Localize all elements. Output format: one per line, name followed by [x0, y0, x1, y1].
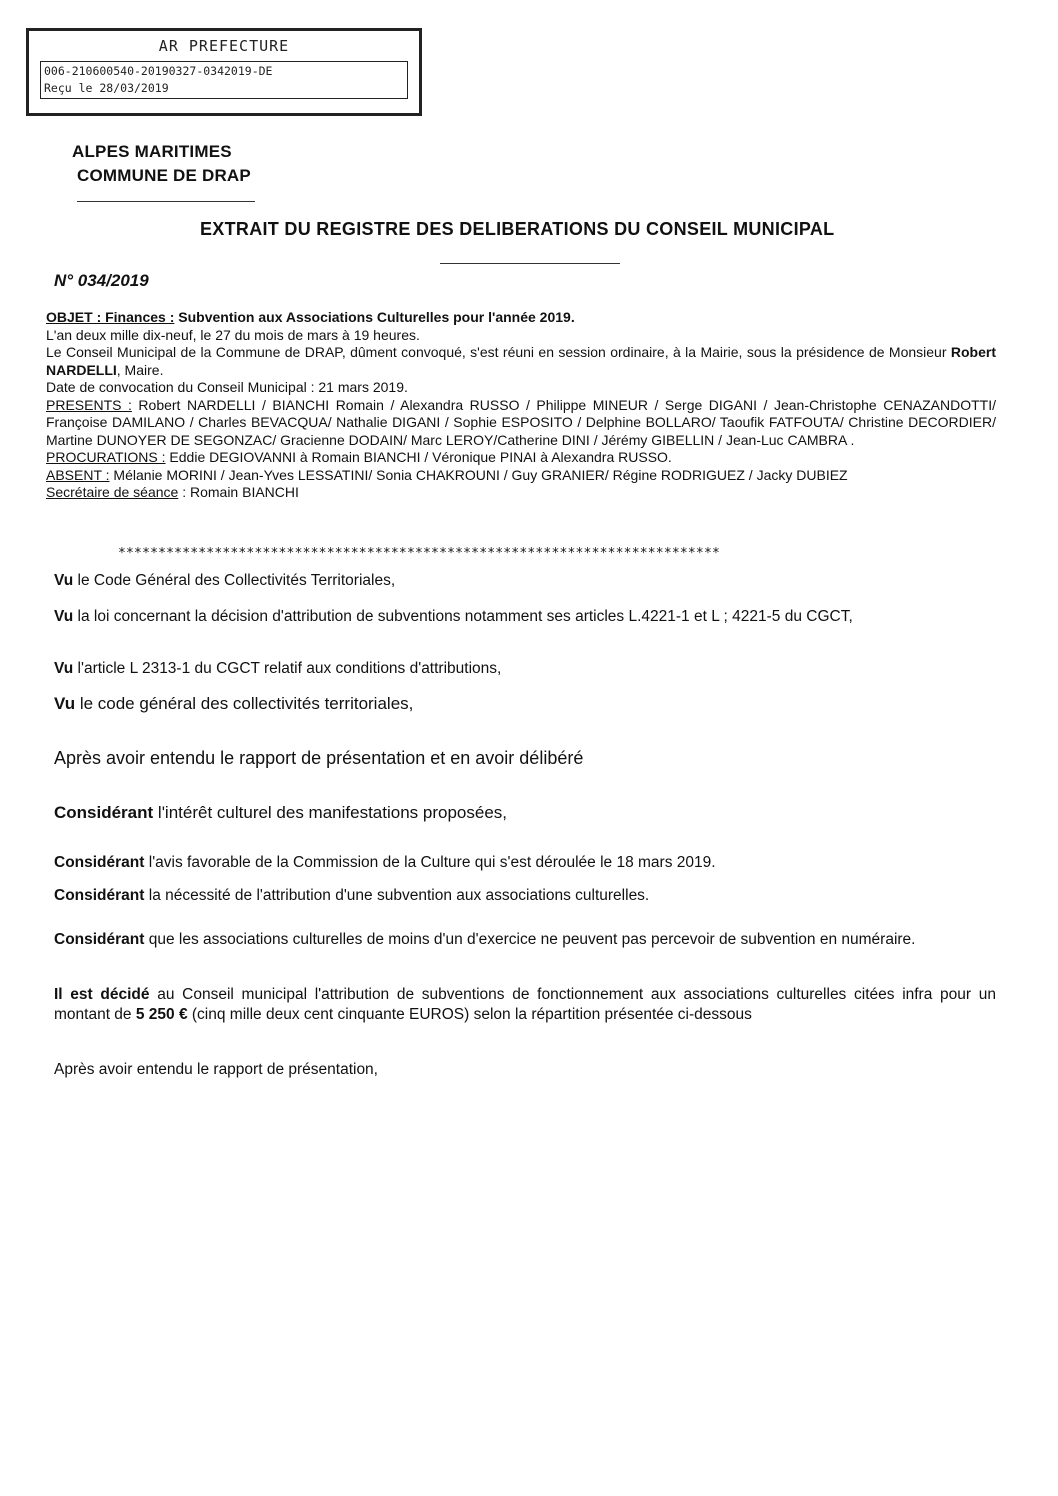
presents-list: [46, 397, 996, 450]
convocation-date: Date de convocation du Conseil Municipal : 21 mars 2019.: [46, 379, 408, 395]
procurations-names: Eddie DEGIOVANNI à Romain BIANCHI / Véronique PINAI à Alexandra RUSSO.: [165, 449, 672, 465]
title-rule: [440, 263, 620, 264]
session-text: Le Conseil Municipal de la Commune de DRAP, dûment convoqué, s'est réuni en session ordinaire, à la Mairie, sous la présidence de Monsieur: [46, 344, 951, 360]
considerant-line-3: [54, 886, 996, 906]
subsidy-amount: 5 250 €: [135, 1006, 188, 1023]
mayor-name: Robert NARDELLI: [46, 344, 996, 378]
decision-text: au Conseil municipal l'attribution de subventions de fonctionnement aux associations culturelles citées infra pour un montant de: [54, 986, 997, 1023]
stamp-reference-box: [40, 61, 408, 99]
vu-keyword: Vu: [54, 608, 74, 625]
vu-line-3: [54, 659, 996, 679]
considerant-text: que les associations culturelles de moins d'un d'exercice ne peuvent pas percevoir de subvention en numéraire.: [144, 931, 916, 948]
vu-text: le Code Général des Collectivités Territoriales,: [73, 572, 396, 589]
closing-statement: Après avoir entendu le rapport de présentation,: [54, 1061, 378, 1078]
vu-line-4: [54, 693, 996, 715]
mayor-title: , Maire.: [116, 361, 164, 378]
objet-text: Subvention aux Associations Culturelles pour l'année 2019.: [174, 309, 575, 325]
vu-text: la loi concernant la décision d'attribution de subventions notamment ses articles L.4221-1 et L ; 4221-5 du CGCT,: [73, 608, 853, 625]
secretary-label: Secrétaire de séance: [46, 484, 179, 500]
absent-label: ABSENT :: [46, 466, 110, 483]
stamp-reference: 006-210600540-20190327-0342019-DE: [44, 64, 273, 78]
considerant-keyword: Considérant: [54, 803, 154, 822]
presents-label: PRESENTS :: [46, 396, 132, 413]
stamp-received-date: Reçu le 28/03/2019: [44, 81, 169, 95]
considerant-keyword: Considérant: [54, 854, 145, 871]
considerant-text: l'avis favorable de la Commission de la Culture qui s'est déroulée le 18 mars 2019.: [144, 854, 716, 871]
separator-line: ***************************************************************************: [118, 546, 720, 561]
commune-name: COMMUNE DE DRAP: [77, 166, 251, 185]
considerant-line-1: [54, 802, 996, 824]
secretary-line: [46, 484, 996, 502]
considerant-line-4: [54, 930, 996, 950]
prefecture-stamp: [26, 28, 422, 116]
secretary-name: : Romain BIANCHI: [178, 484, 299, 500]
procurations-label: PROCURATIONS :: [46, 449, 166, 465]
considerant-keyword: Considérant: [54, 887, 145, 904]
absent-list: [46, 467, 996, 485]
considerant-keyword: Considérant: [54, 931, 145, 948]
decision-paragraph: [54, 985, 996, 1025]
decision-text-end: (cinq mille deux cent cinquante EUROS) selon la répartition présentée ci-dessous: [187, 1006, 752, 1023]
procurations-list: [46, 449, 996, 467]
considerant-line-2: [54, 853, 996, 873]
document-title: EXTRAIT DU REGISTRE DES DELIBERATIONS DU CONSEIL MUNICIPAL: [200, 219, 835, 239]
vu-keyword: Vu: [54, 660, 74, 677]
absent-names: Mélanie MORINI / Jean-Yves LESSATINI/ Sonia CHAKROUNI / Guy GRANIER/ Régine RODRIGUEZ / Jacky DUBIEZ: [109, 466, 848, 483]
vu-keyword: Vu: [54, 694, 76, 713]
header-rule: [77, 201, 255, 202]
objet-label: OBJET : Finances :: [46, 309, 175, 325]
considerant-text: la nécessité de l'attribution d'une subvention aux associations culturelles.: [144, 887, 650, 904]
objet-line: [46, 309, 996, 327]
vu-text: l'article L 2313-1 du CGCT relatif aux conditions d'attributions,: [73, 660, 502, 677]
session-convocation-text: [46, 344, 996, 379]
deliberation-number: N° 034/2019: [54, 271, 149, 290]
department-name: ALPES MARITIMES: [72, 142, 232, 161]
vu-line-2: [54, 607, 996, 627]
vu-text: le code général des collectivités territoriales,: [75, 694, 414, 713]
session-date: L'an deux mille dix-neuf, le 27 du mois de mars à 19 heures.: [46, 326, 420, 343]
stamp-title: AR PREFECTURE: [158, 37, 290, 55]
after-report-statement: Après avoir entendu le rapport de présentation et en avoir délibéré: [54, 748, 584, 768]
presents-names: Robert NARDELLI / BIANCHI Romain / Alexandra RUSSO / Philippe MINEUR / Serge DIGANI / Jean-Christophe CENAZANDOTTI/ Françoise DAMILANO / Charles BEVACQUA/ Nathalie DIGANI / Sophie ESPOSITO / Delphine BOLLARO/ Taoufik FATFOUTA/ Christine DECORDIER/ Martine DUNOYER DE SEGONZAC/ Gracienne DODAIN/ Marc LEROY/Catherine DINI / Jérémy GIBELLIN / Jean-Luc CAMBRA .: [46, 396, 996, 448]
vu-keyword: Vu: [54, 572, 74, 589]
vu-line-1: [54, 571, 996, 591]
decision-keyword: Il est décidé: [54, 986, 150, 1003]
deliberation-header-block: [46, 309, 996, 502]
considerant-text: l'intérêt culturel des manifestations proposées,: [153, 803, 508, 822]
